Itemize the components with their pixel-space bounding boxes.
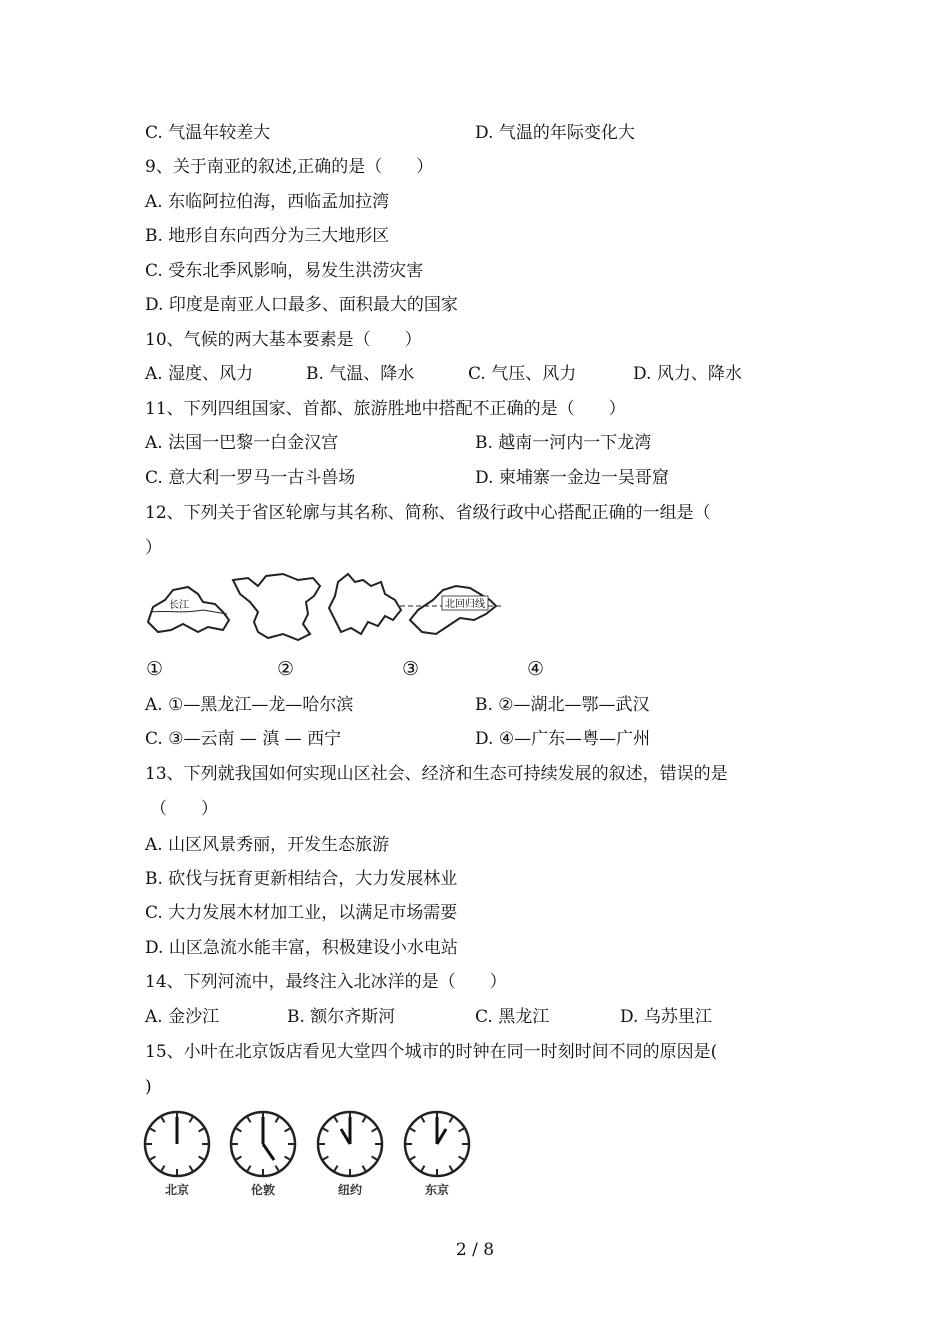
clock-london-icon: [228, 1109, 298, 1179]
q9-option-a: A. 东临阿拉伯海，西临孟加拉湾: [145, 192, 390, 212]
province-outline-4: [398, 572, 503, 642]
province-outline-3: [323, 572, 403, 642]
province-outline-1: [143, 572, 233, 642]
clock-label-london: 伦敦: [250, 1183, 275, 1197]
q8-option-c: C. 气温年较差大: [145, 123, 271, 143]
map-number-1: ①: [146, 658, 164, 680]
q13-option-c: C. 大力发展木材加工业，以满足市场需要: [145, 903, 458, 923]
q10-stem: 10、气候的两大基本要素是（ ）: [145, 330, 422, 350]
q12-option-a: A. ①—黑龙江—龙—哈尔滨: [145, 695, 354, 715]
q11-stem: 11、下列四组国家、首都、旅游胜地中搭配不正确的是（ ）: [145, 399, 626, 419]
q12-option-b: B. ②—湖北—鄂—武汉: [475, 695, 650, 715]
q10-option-c: C. 气压、风力: [468, 364, 577, 384]
q11-option-b: B. 越南一河内一下龙湾: [475, 433, 652, 453]
q10-option-b: B. 气温、降水: [306, 364, 415, 384]
q12-option-d: D. ④—广东—粤—广州: [475, 729, 651, 749]
q13-stem-paren: （ ）: [150, 799, 218, 819]
q10-option-a: A. 湿度、风力: [145, 364, 254, 384]
q9-stem: 9、关于南亚的叙述,正确的是（ ）: [145, 157, 434, 177]
clock-newyork-icon: [315, 1109, 385, 1179]
page-number: 2 / 8: [455, 1240, 495, 1260]
q9-option-c: C. 受东北季风影响，易发生洪涝灾害: [145, 261, 424, 281]
q14-stem: 14、下列河流中，最终注入北冰洋的是（ ）: [145, 972, 507, 992]
q8-option-d: D. 气温的年际变化大: [475, 123, 635, 143]
q12-option-c: C. ③—云南 — 滇 — 西宁: [145, 729, 342, 749]
q15-stem-paren: ): [145, 1077, 152, 1097]
q14-option-a: A. 金沙江: [145, 1007, 220, 1027]
q9-option-b: B. 地形自东向西分为三大地形区: [145, 226, 390, 246]
q14-option-c: C. 黑龙江: [475, 1007, 550, 1027]
q13-stem: 13、下列就我国如何实现山区社会、经济和生态可持续发展的叙述，错误的是: [145, 764, 728, 784]
clock-beijing-icon: [142, 1109, 212, 1179]
clock-label-newyork: 纽约: [337, 1183, 362, 1197]
q14-option-d: D. 乌苏里江: [620, 1007, 712, 1027]
q11-option-d: D. 柬埔寨一金边一吴哥窟: [475, 468, 669, 488]
q11-option-c: C. 意大利一罗马一古斗兽场: [145, 468, 356, 488]
q12-stem-paren: ）: [145, 538, 162, 558]
clock-label-tokyo: 东京: [424, 1183, 449, 1197]
q10-option-d: D. 风力、降水: [633, 364, 742, 384]
q11-option-a: A. 法国一巴黎一白金汉宫: [145, 433, 339, 453]
map-label-tropic: 北回归线: [445, 599, 485, 610]
clock-tokyo-icon: [402, 1109, 472, 1179]
map-label-changjiang: 长江: [169, 600, 189, 611]
clock-label-beijing: 北京: [164, 1183, 189, 1197]
map-number-4: ④: [527, 658, 545, 680]
q12-stem: 12、下列关于省区轮廓与其名称、简称、省级行政中心搭配正确的一组是（: [145, 503, 711, 523]
map-number-2: ②: [277, 658, 295, 680]
q13-option-a: A. 山区风景秀丽，开发生态旅游: [145, 835, 390, 855]
q9-option-d: D. 印度是南亚人口最多、面积最大的国家: [145, 295, 458, 315]
q15-stem: 15、小叶在北京饭店看见大堂四个城市的时钟在同一时刻时间不同的原因是(: [145, 1042, 718, 1062]
q14-option-b: B. 额尔齐斯河: [287, 1007, 396, 1027]
map-number-3: ③: [402, 658, 420, 680]
q13-option-b: B. 砍伐与抚育更新相结合，大力发展林业: [145, 869, 458, 889]
q13-option-d: D. 山区急流水能丰富，积极建设小水电站: [145, 938, 458, 958]
province-outline-2: [228, 572, 323, 642]
